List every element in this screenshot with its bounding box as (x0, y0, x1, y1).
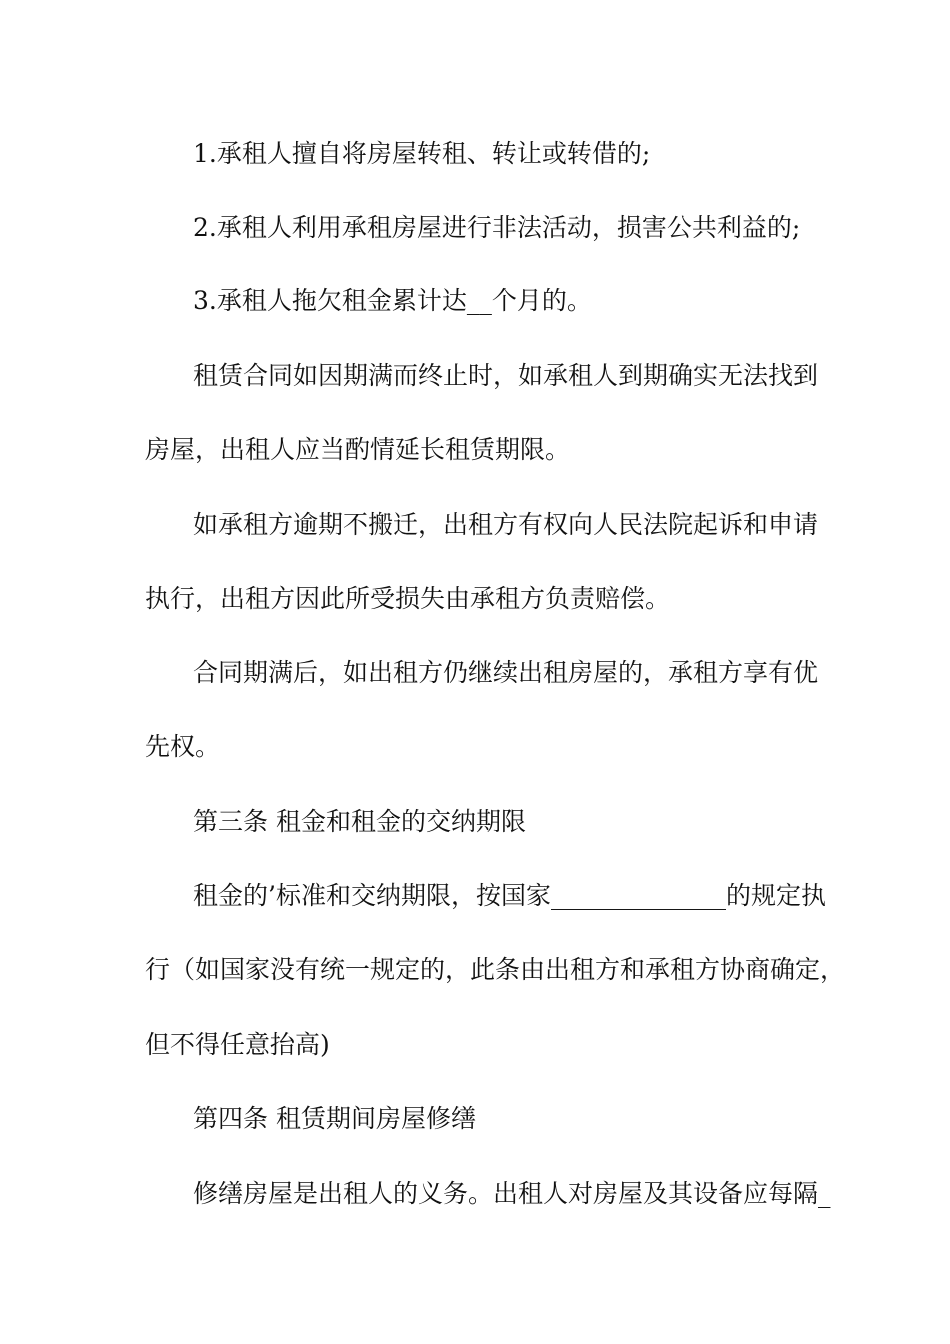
section-heading-article-3: 第三条 租金和租金的交纳期限 (193, 807, 526, 836)
list-item-2: 2.承租人利用承租房屋进行非法活动，损害公共利益的; (193, 213, 801, 242)
paragraph-termination-line-2: 房屋，出租人应当酌情延长租赁期限。 (145, 435, 571, 464)
list-item-3: 3.承租人拖欠租金累计达__个月的。 (193, 286, 592, 315)
paragraph-overdue-line-1: 如承租方逾期不搬迁，出租方有权向人民法院起诉和申请 (193, 510, 819, 539)
list-item-1: 1.承租人擅自将房屋转租、转让或转借的; (193, 139, 651, 168)
paragraph-rent-line-2: 行（如国家没有统一规定的，此条由出租方和承租方协商确定， (145, 955, 846, 984)
paragraph-rent-line-1: 租金的’标准和交纳期限，按国家______________的规定执 (193, 881, 826, 910)
paragraph-termination-line-1: 租赁合同如因期满而终止时，如承租人到期确实无法找到 (193, 361, 819, 390)
paragraph-overdue-line-2: 执行，出租方因此所受损失由承租方负责赔偿。 (145, 584, 671, 613)
paragraph-priority-line-1: 合同期满后，如出租方仍继续出租房屋的，承租方享有优 (193, 658, 819, 687)
section-heading-article-4: 第四条 租赁期间房屋修缮 (193, 1104, 476, 1133)
paragraph-repair-line-1: 修缮房屋是出租人的义务。出租人对房屋及其设备应每隔_ (193, 1179, 831, 1208)
paragraph-rent-line-3: 但不得任意抬高) (145, 1030, 330, 1059)
paragraph-priority-line-2: 先权。 (145, 732, 221, 761)
